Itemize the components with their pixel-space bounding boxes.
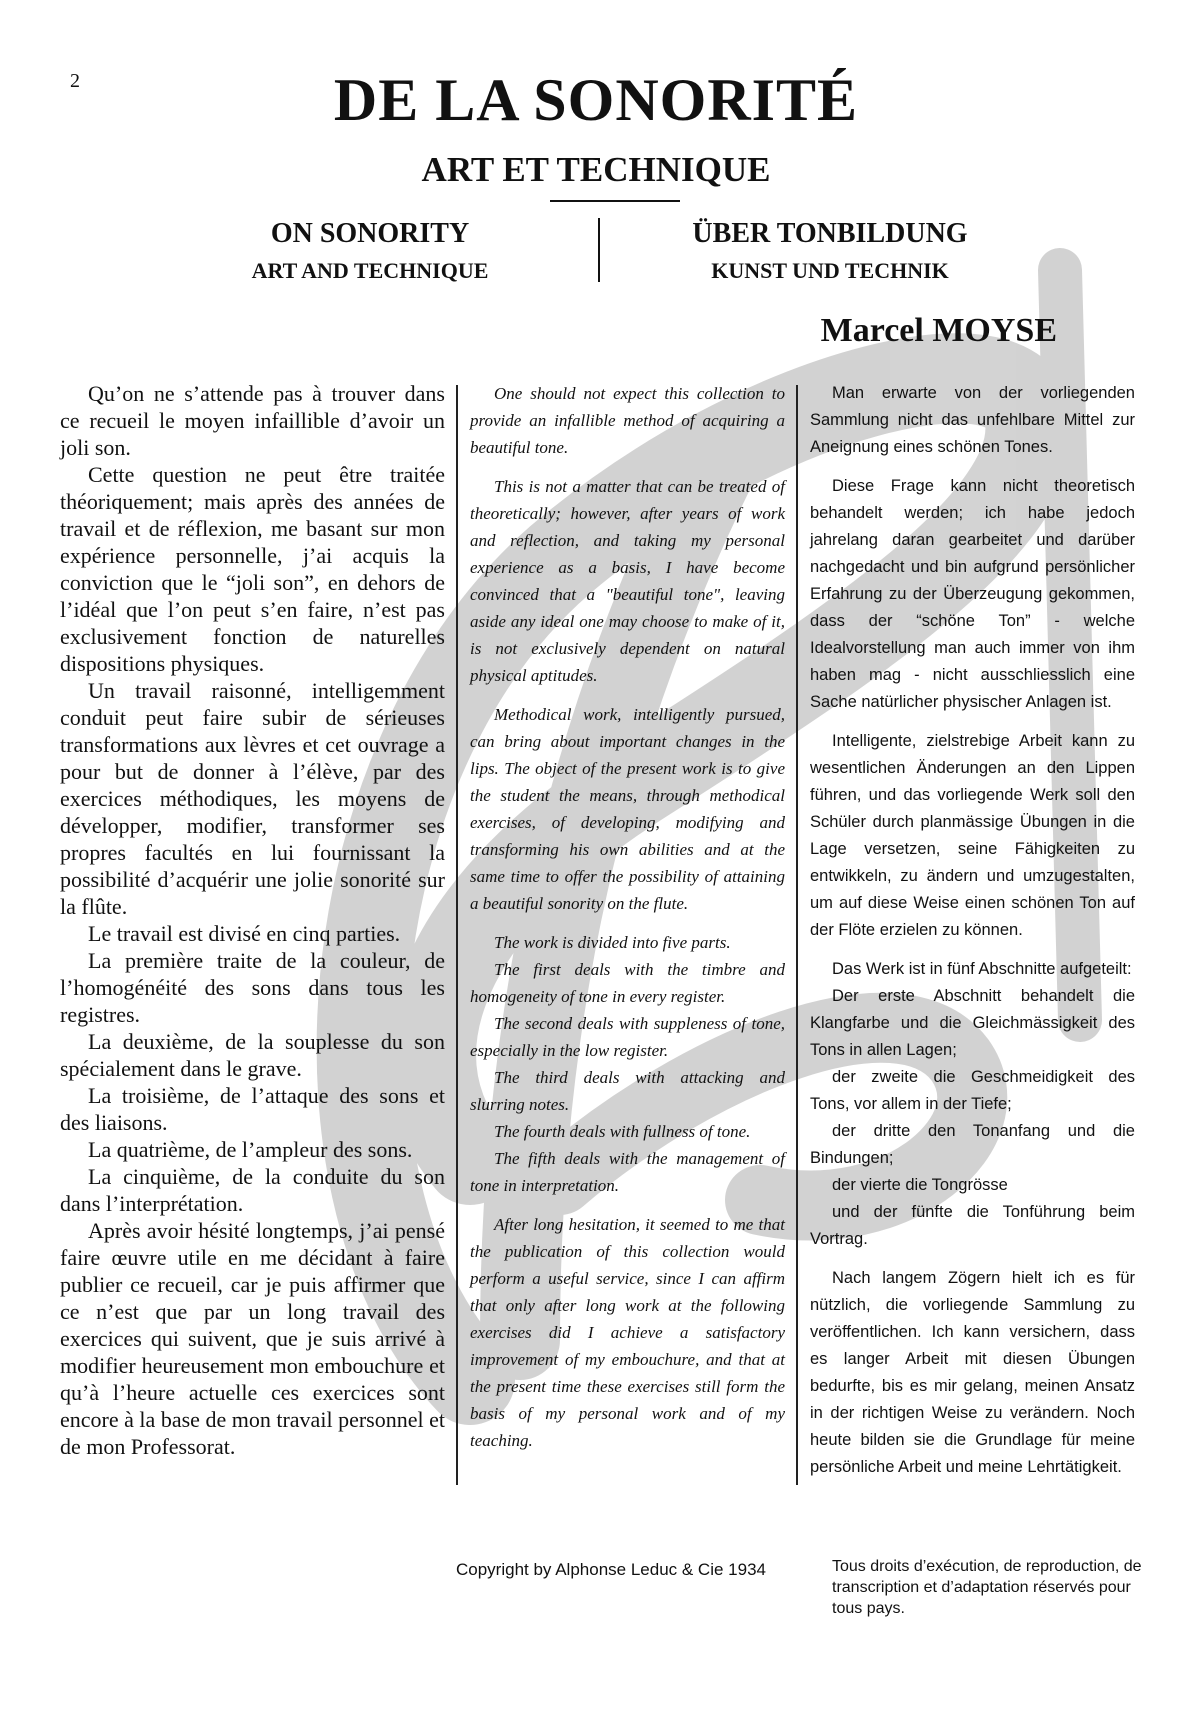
english-paragraph: The fourth deals with fullness of tone.: [494, 1122, 751, 1141]
page-number: 2: [70, 70, 80, 92]
french-paragraph: La cinquième, de la conduite du son dans l’interprétation.: [60, 1164, 445, 1216]
rights-notice: Tous droits d’exécution, de reproduction, de transcription et d’adaptation réservés pour tous pays.: [832, 1558, 1142, 1617]
german-paragraph: Man erwarte von der vorliegenden Sammlung nicht das unfehlbare Mittel zur Aneignung eines schönen Tones.: [810, 384, 1135, 456]
german-paragraph: der zweite die Geschmeidigkeit des Tons, vor allem in der Tiefe;: [810, 1068, 1135, 1113]
title-divider: [550, 200, 680, 202]
german-paragraph: der vierte die Tongrösse: [832, 1176, 1008, 1194]
column-divider: [796, 385, 798, 1485]
english-paragraph: The work is divided into five parts.: [494, 933, 731, 952]
french-paragraph: Un travail raisonné, intelligemment conduit peut faire subir de sérieuses transformations aux lèvres et cet ouvrage a pour but de donner à l’élève, par des exercices méthodiques, les moyens de développer, modifier, transformer ses propres facultés en lui fournissant la possibilité d’acquérir une jolie sonorité sur la flûte.: [60, 678, 445, 919]
english-heading: [220, 218, 520, 284]
english-paragraph: This is not a matter that can be treated of theoretically; however, after years of work and reflection, and taking my personal experience as a basis, I have become convinced that a "beautiful tone", leaving aside any ideal one may choose to make of it, is not exclusively dependent on natural physical aptitudes.: [470, 477, 785, 685]
german-paragraph: Nach langem Zögern hielt ich es für nützlich, die vorliegende Sammlung zu veröffentlichen. Ich kann versichern, dass es langer Arbeit mit diesen Übungen bedurfte, bis es mir gelang, meinen Ansatz in der richtigen Weise zu verändern. Noch heute bilden sie die Grundlage für meine persönliche Arbeit und meine Lehrtätigkeit.: [810, 1269, 1135, 1476]
german-column: [810, 380, 1135, 1493]
french-column: [60, 380, 445, 1460]
french-paragraph: La deuxième, de la souplesse du son spécialement dans le grave.: [60, 1029, 445, 1081]
french-paragraph: La troisième, de l’attaque des sons et des liaisons.: [60, 1083, 445, 1135]
french-paragraph: Cette question ne peut être traitée théoriquement; mais après des années de travail et de réflexion, me basant sur mon expérience personnelle, j’ai acquis la conviction que le “joli son”, en dehors de l’idéal que l’on peut s’en faire, n’est pas exclusivement fonction de naturelles dispositions physiques.: [60, 462, 445, 676]
french-paragraph: Après avoir hésité longtemps, j’ai pensé faire œuvre utile en me décidant à faire publier ce recueil, car je puis affirmer que ce n’est que par un long travail des exercices qui suivent, que je suis arrivé à modifier heureusement mon embouchure et qu’à l’heure actuelle ces exercices sont encore à la base de mon travail personnel et de mon Professorat.: [60, 1218, 445, 1459]
english-column: [470, 380, 785, 1466]
german-paragraph: Intelligente, zielstrebige Arbeit kann zu wesentlichen Änderungen an den Lippen führen, und das vorliegende Werk soll den Schüler durch planmässige Übungen in die Lage versetzen, seine Fähigkeiten zu entwikkeln, zu ändern und umzugestalten, um auf diese Weise einen schönen Ton auf der Flöte erzielen zu können.: [810, 732, 1135, 939]
english-paragraph: The third deals with attacking and slurring notes.: [470, 1068, 785, 1114]
english-paragraph: One should not expect this collection to provide an infallible method of acquiring a beautiful tone.: [470, 384, 785, 457]
german-paragraph: Das Werk ist in fünf Abschnitte aufgeteilt:: [832, 960, 1132, 978]
page-subtitle: ART ET TECHNIQUE: [421, 150, 771, 189]
author-name: Marcel MOYSE: [820, 312, 1057, 349]
german-paragraph: und der fünfte die Tonführung beim Vortrag.: [810, 1203, 1135, 1248]
heading-divider: [598, 218, 600, 282]
copyright-notice: Copyright by Alphonse Leduc & Cie 1934: [456, 1560, 766, 1579]
english-subtitle: ART AND TECHNIQUE: [251, 258, 489, 283]
english-paragraph: The fifth deals with the management of tone in interpretation.: [470, 1149, 785, 1195]
english-paragraph: The second deals with suppleness of tone, especially in the low register.: [470, 1014, 785, 1060]
english-paragraph: After long hesitation, it seemed to me that the publication of this collection would perform a useful service, since I can affirm that only after long work at the following exercises did I achieve a satisfactory improvement of my embouchure, and that at the present time these exercises still form the basis of my personal work and of my teaching.: [470, 1215, 785, 1450]
french-paragraph: Qu’on ne s’attende pas à trouver dans ce recueil le moyen infaillible d’avoir un joli son.: [60, 381, 445, 460]
french-paragraph: La première traite de la couleur, de l’homogénéité des sons dans tous les registres.: [60, 948, 445, 1027]
german-subtitle: KUNST UND TECHNIK: [711, 258, 949, 283]
french-paragraph: Le travail est divisé en cinq parties.: [88, 921, 401, 946]
german-title: ÜBER TONBILDUNG: [692, 218, 968, 249]
footer: [0, 1560, 1192, 1640]
german-paragraph: der dritte den Tonanfang und die Bindungen;: [810, 1122, 1135, 1167]
german-paragraph: Der erste Abschnitt behandelt die Klangfarbe und die Gleichmässigkeit des Tons in allen Lagen;: [810, 987, 1135, 1059]
german-paragraph: Diese Frage kann nicht theoretisch behandelt werden; ich habe jedoch jahrelang daran gearbeitet und darüber nachgedacht und bin aufgrund persönlicher Erfahrung zu der Überzeugung gekommen, dass der “schöne Ton” - welche Idealvorstellung man auch immer von ihm haben mag - nicht ausschliesslich eine Sache natürlicher physischer Anlagen ist.: [810, 477, 1135, 711]
english-paragraph: Methodical work, intelligently pursued, can bring about important changes in the lips. The object of the present work is to give the student the means, through methodical exercises, of developing, modifying and transforming his own abilities and at the same time to offer the possibility of attaining a beautiful sonority on the flute.: [470, 705, 785, 913]
french-paragraph: La quatrième, de l’ampleur des sons.: [88, 1137, 413, 1162]
column-divider: [456, 385, 458, 1485]
page-title: DE LA SONORITÉ: [333, 67, 859, 133]
english-title: ON SONORITY: [270, 218, 470, 249]
english-paragraph: The first deals with the timbre and homogeneity of tone in every register.: [470, 960, 785, 1006]
german-heading: [650, 218, 1010, 284]
